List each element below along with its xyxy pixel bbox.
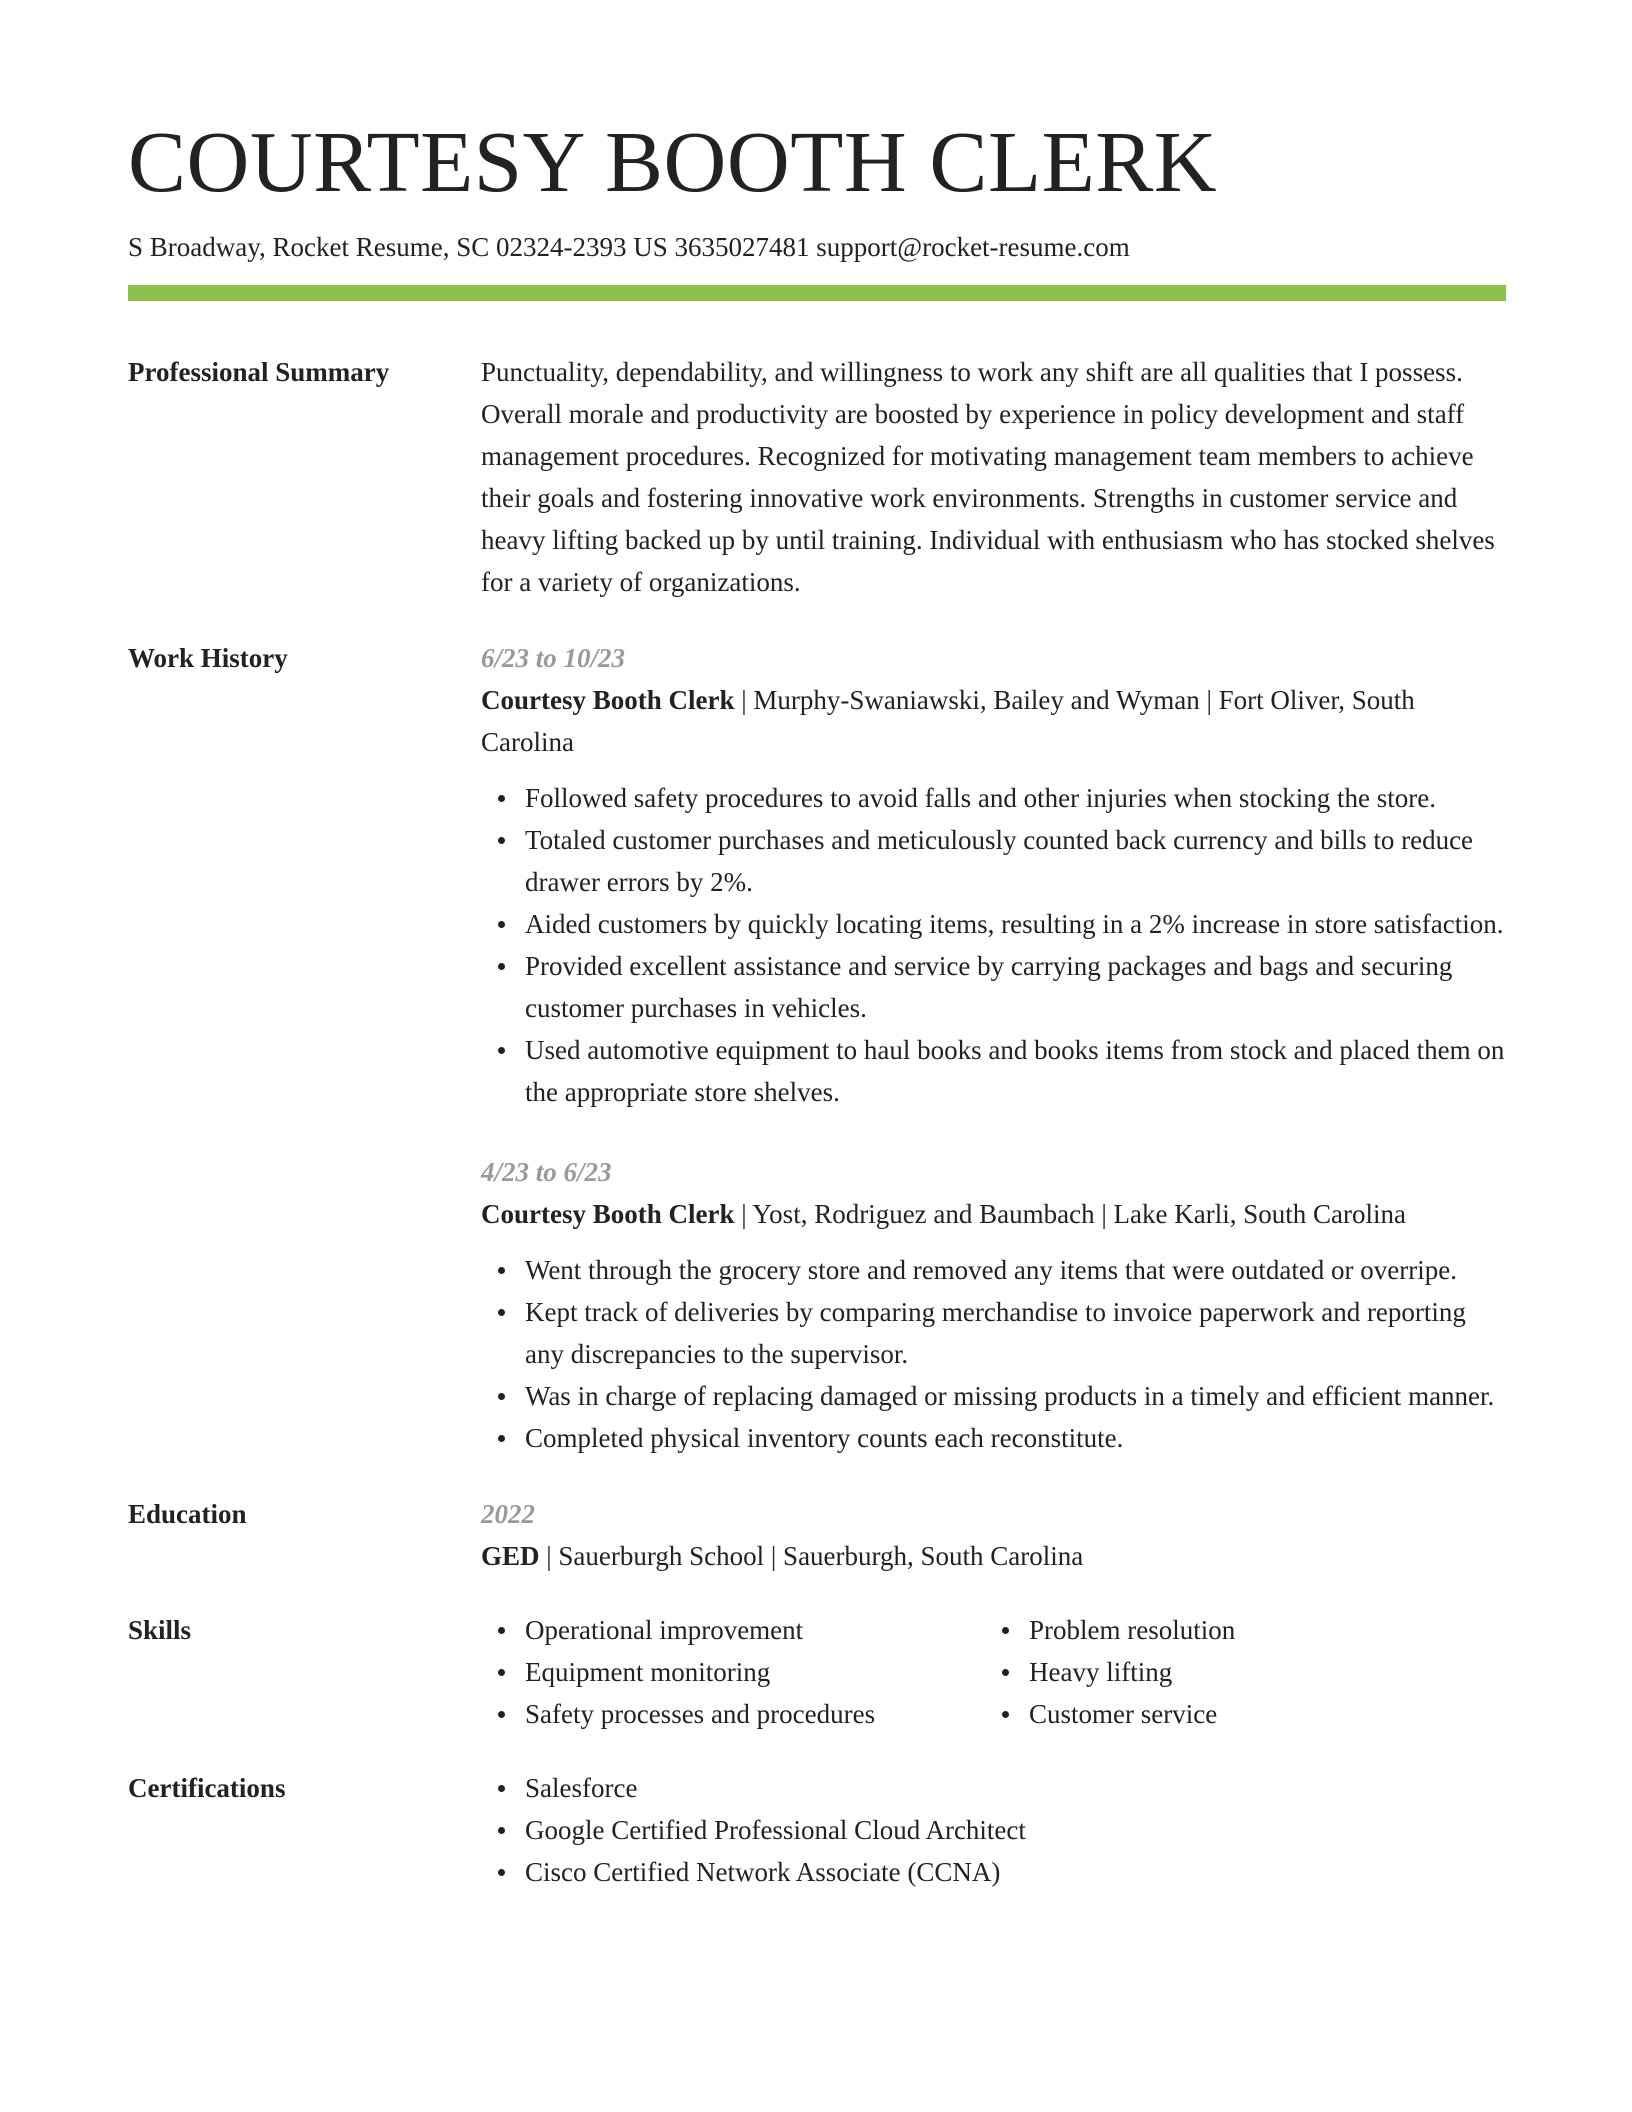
job-employer-location: | Murphy-Swaniawski, Bailey and Wyman | Fort Oliver, South Carolina bbox=[481, 685, 1415, 758]
certifications-list bbox=[481, 1767, 1506, 1893]
job-heading bbox=[481, 1193, 1506, 1235]
job-bullet: Kept track of deliveries by comparing merchandise to invoice paperwork and reporting any discrepancies to the supervisor. bbox=[525, 1291, 1506, 1375]
job-bullets bbox=[481, 1249, 1506, 1459]
skills-column bbox=[481, 1609, 985, 1735]
skills-column bbox=[985, 1609, 1465, 1735]
resume-name: COURTESY BOOTH CLERK bbox=[128, 113, 1218, 210]
certification-item: Salesforce bbox=[525, 1767, 1506, 1809]
section-label-education: Education bbox=[128, 1499, 247, 1530]
certification-item: Cisco Certified Network Associate (CCNA) bbox=[525, 1851, 1506, 1893]
job-bullet: Completed physical inventory counts each reconstitute. bbox=[525, 1417, 1506, 1459]
job-entry bbox=[481, 1151, 1506, 1459]
skill-item: Equipment monitoring bbox=[525, 1651, 985, 1693]
skill-item: Problem resolution bbox=[1029, 1609, 1465, 1651]
summary-section bbox=[128, 351, 1506, 603]
skill-item: Safety processes and procedures bbox=[525, 1693, 985, 1735]
job-bullets bbox=[481, 777, 1506, 1113]
section-label-work: Work History bbox=[128, 643, 288, 674]
job-title: Courtesy Booth Clerk bbox=[481, 685, 735, 716]
job-bullet: Used automotive equipment to haul books and books items from stock and placed them on the appropriate store shelves. bbox=[525, 1029, 1506, 1113]
job-bullet: Followed safety procedures to avoid falls and other injuries when stocking the store. bbox=[525, 777, 1506, 819]
education-section bbox=[128, 1493, 1506, 1577]
job-bullet: Was in charge of replacing damaged or missing products in a timely and efficient manner. bbox=[525, 1375, 1506, 1417]
certification-item: Google Certified Professional Cloud Architect bbox=[525, 1809, 1506, 1851]
work-history-section bbox=[128, 637, 1506, 1459]
job-bullet: Went through the grocery store and removed any items that were outdated or overripe. bbox=[525, 1249, 1506, 1291]
job-employer-location: | Yost, Rodriguez and Baumbach | Lake Karli, South Carolina bbox=[734, 1199, 1406, 1230]
education-school-location: | Sauerburgh School | Sauerburgh, South Carolina bbox=[539, 1541, 1084, 1572]
section-label-skills: Skills bbox=[128, 1615, 192, 1646]
education-body bbox=[481, 1493, 1506, 1577]
header-divider bbox=[128, 285, 1506, 301]
skills-section bbox=[128, 1609, 1506, 1735]
job-dates: 6/23 to 10/23 bbox=[481, 643, 626, 674]
skills-body bbox=[481, 1609, 1506, 1735]
job-title: Courtesy Booth Clerk bbox=[481, 1199, 735, 1230]
section-label-certifications: Certifications bbox=[128, 1773, 286, 1804]
education-year: 2022 bbox=[481, 1499, 535, 1530]
certifications-body bbox=[481, 1767, 1506, 1893]
job-bullet: Provided excellent assistance and service by carrying packages and bags and securing customer purchases in vehicles. bbox=[525, 945, 1506, 1029]
skills-list bbox=[985, 1609, 1465, 1735]
job-dates: 4/23 to 6/23 bbox=[481, 1157, 612, 1188]
resume-page bbox=[128, 113, 1506, 1893]
education-heading bbox=[481, 1535, 1506, 1577]
skills-list bbox=[481, 1609, 985, 1735]
education-degree: GED bbox=[481, 1541, 540, 1572]
section-label-summary: Professional Summary bbox=[128, 357, 390, 388]
skill-item: Operational improvement bbox=[525, 1609, 985, 1651]
skill-item: Heavy lifting bbox=[1029, 1651, 1465, 1693]
job-bullet: Aided customers by quickly locating items, resulting in a 2% increase in store satisfaction. bbox=[525, 903, 1506, 945]
certifications-section bbox=[128, 1767, 1506, 1893]
summary-text: Punctuality, dependability, and willingness to work any shift are all qualities that I possess. Overall morale and productivity are boosted by experience in policy development and staff management procedures. Recognized for motivating management team members to achieve their goals and fostering innovative work environments. Strengths in customer service and heavy lifting backed up by until training. Individual with enthusiasm who has stocked shelves for a variety of organizations. bbox=[481, 357, 1495, 598]
job-bullet: Totaled customer purchases and meticulously counted back currency and bills to reduce drawer errors by 2%. bbox=[525, 819, 1506, 903]
skills-grid bbox=[481, 1609, 1506, 1735]
work-history-body bbox=[481, 637, 1506, 1459]
skill-item: Customer service bbox=[1029, 1693, 1465, 1735]
contact-info: S Broadway, Rocket Resume, SC 02324-2393 US 3635027481 support@rocket-resume.com bbox=[128, 232, 1130, 262]
job-entry bbox=[481, 637, 1506, 1113]
job-heading bbox=[481, 679, 1506, 763]
